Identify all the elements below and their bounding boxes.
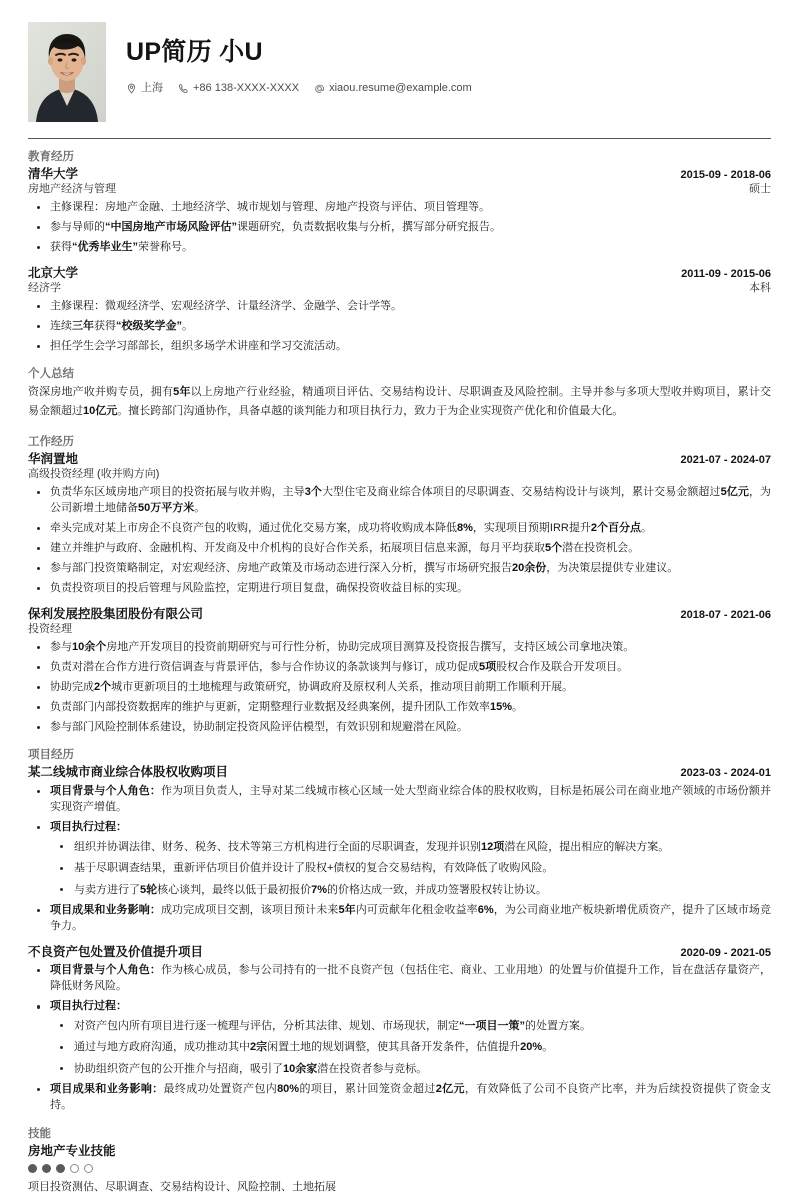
sub-list-item: 基于尽职调查结果，重新评估项目价值并设计了股权+债权的复合交易结构，有效降低了收购风险。	[50, 860, 771, 877]
entry-org: 北京大学	[28, 265, 79, 280]
entry-bullets	[28, 199, 771, 256]
skill-level-dots	[28, 1164, 771, 1173]
section-projects	[28, 748, 771, 1114]
entry-bullets	[28, 639, 771, 736]
entry-head	[28, 764, 771, 780]
summary-text: 资深房地产收并购专员，拥有5年以上房地产行业经验，精通项目评估、交易结构设计、尽职调查及风险控制。主导并参与多项大型收并购项目，累计交易金额超过10亿元。擅长跨部门沟通协作，具备卓越的谈判能力和项目执行力，致力于为企业实现资产优化和价值最大化。	[28, 386, 772, 418]
list-item: 参与部门风险控制体系建设，协助制定投资风险评估模型，有效识别和规避潜在风险。	[28, 719, 771, 736]
skill-dot-filled	[42, 1164, 51, 1173]
section-title-work: 工作经历	[28, 435, 74, 448]
sub-bullets	[50, 1018, 771, 1078]
block-label: 项目执行过程：	[50, 821, 127, 834]
sub-bullets	[50, 839, 771, 899]
entry-date: 2023-03 - 2024-01	[680, 767, 771, 780]
list-item: 建立并维护与政府、金融机构、开发商及中介机构的良好合作关系，拓展项目信息来源，每月平均获取5个潜在投资机会。	[28, 540, 771, 557]
entry-date: 2020-09 - 2021-05	[680, 946, 771, 959]
section-title-skills: 技能	[28, 1127, 51, 1140]
list-item: 获得“优秀毕业生”荣誉称号。	[28, 239, 771, 256]
list-item: 负责部门内部投资数据库的维护与更新，定期整理行业数据及经典案例，提升团队工作效率15%。	[28, 699, 771, 716]
block-text: 作为核心成员，参与公司持有的一批不良资产包（包括住宅、商业、工业用地）的处置与价值提升工作，旨在盘活存量资产，降低财务风险。	[50, 963, 771, 993]
header-divider	[28, 138, 771, 139]
list-item: 负责华东区域房地产项目的投资拓展与收并购，主导3个大型住宅及商业综合体项目的尽职调查、交易结构设计与谈判，累计交易金额超过5亿元，为公司新增土地储备50万平方米。	[28, 484, 771, 517]
sub-list-item: 对资产包内所有项目进行逐一梳理与评估，分析其法律、规划、市场现状，制定“一项目一策”的处置方案。	[50, 1018, 771, 1035]
block-label: 项目成果和业务影响：	[50, 903, 161, 916]
entry-org: 不良资产包处置及价值提升项目	[28, 944, 204, 959]
skill-list-text: 项目投资测估、尽职调查、交易结构设计、风险控制、土地拓展	[28, 1181, 336, 1194]
list-item: 协助完成2个城市更新项目的土地梳理与政策研究，协调政府及原权利人关系，推动项目前期工作顺利开展。	[28, 679, 771, 696]
project-entry	[28, 944, 771, 1114]
contact-email	[314, 81, 472, 97]
entry-head	[28, 166, 771, 182]
entry-head	[28, 265, 771, 281]
entry-org: 保利发展控股集团股份有限公司	[28, 606, 204, 621]
block-text: 作为项目负责人，主导对某二线城市核心区域一处大型商业综合体的股权收购，目标是拓展公司在商业地产领域的市场份额并实现资产增值。	[50, 784, 771, 814]
section-title-projects: 项目经历	[28, 749, 74, 762]
entry-sub	[28, 622, 771, 637]
location-pin-icon	[126, 83, 137, 94]
list-item: 负责对潜在合作方进行资信调查与背景评估，参与合作协议的条款谈判与修订，成功促成5项股权合作及联合开发项目。	[28, 659, 771, 676]
entry-bullets	[28, 298, 771, 355]
entry-bullets	[28, 484, 771, 597]
list-item	[28, 783, 771, 816]
page-title: UP简历 小U	[126, 38, 263, 66]
block-label: 项目背景与个人角色：	[50, 784, 161, 797]
list-item: 参与10余个房地产开发项目的投资前期研究与可行性分析，协助完成项目测算及投资报告撰写，支持区域公司拿地决策。	[28, 639, 771, 656]
skill-dot-filled	[28, 1164, 37, 1173]
project-entry	[28, 764, 771, 934]
entry-meta: 本科	[749, 281, 771, 294]
list-item: 担任学生会学习部部长，组织多场学术讲座和学习交流活动。	[28, 338, 771, 355]
sub-list-item: 组织并协调法律、财务、税务、技术等第三方机构进行全面的尽职调查，发现并识别12项潜在风险，提出相应的解决方案。	[50, 839, 771, 856]
sub-list-item: 协助组织资产包的公开推介与招商，吸引了10余家潜在投资者参与竞标。	[50, 1061, 771, 1078]
email-at-icon	[314, 83, 325, 94]
entry-head	[28, 451, 771, 467]
section-title-education: 教育经历	[28, 151, 74, 163]
contact-location	[126, 81, 163, 97]
block-text: 成功完成项目交割，该项目预计未来5年内可贡献年化租金收益率6%，为公司商业地产板块新增优质资产，提升了区域市场竞争力。	[50, 903, 772, 933]
entry-head	[28, 944, 771, 960]
list-item: 参与导师的“中国房地产市场风险评估”课题研究，负责数据收集与分析，撰写部分研究报告。	[28, 219, 771, 236]
list-item: 参与部门投资策略制定，对宏观经济、房地产政策及市场动态进行深入分析，撰写市场研究报告20余份，为决策层提供专业建议。	[28, 560, 771, 577]
skill-dot-filled	[56, 1164, 65, 1173]
entry-date: 2011-09 - 2015-06	[681, 267, 771, 280]
list-item: 连续三年获得“校级奖学金”。	[28, 318, 771, 335]
list-item	[28, 902, 771, 935]
entry-date: 2021-07 - 2024-07	[680, 453, 771, 466]
contact-row	[126, 81, 771, 97]
list-item: 负责投资项目的投后管理与风险监控，定期进行项目复盘，确保投资收益目标的实现。	[28, 580, 771, 597]
list-item	[28, 998, 771, 1077]
contact-location-text: 上海	[141, 81, 163, 94]
entry-role: 投资经理	[28, 623, 72, 636]
entry-sub	[28, 281, 771, 296]
block-label: 项目成果和业务影响：	[50, 1082, 164, 1095]
skill-dot-empty	[84, 1164, 93, 1173]
contact-email-text: xiaou.resume@example.com	[329, 81, 472, 94]
work-entry	[28, 606, 771, 736]
section-summary	[28, 367, 771, 421]
entry-meta: 硕士	[749, 183, 771, 196]
entry-org: 某二线城市商业综合体股权收购项目	[28, 765, 229, 780]
contact-phone	[178, 81, 299, 97]
education-entry	[28, 265, 771, 355]
block-text: 最终成功处置资产包内80%的项目，累计回笼资金超过2亿元，有效降低了公司不良资产比率，并为后续投资提供了资金支持。	[50, 1082, 772, 1112]
resume-header	[28, 22, 771, 138]
entry-date: 2015-09 - 2018-06	[680, 168, 771, 181]
entry-head	[28, 606, 771, 622]
entry-date: 2018-07 - 2021-06	[680, 608, 771, 621]
entry-sub	[28, 467, 771, 482]
sub-list-item: 通过与地方政府沟通，成功推动其中2宗闲置土地的规划调整，使其具备开发条件，估值提升20%。	[50, 1039, 771, 1056]
sub-list-item: 与卖方进行了5轮核心谈判，最终以低于最初报价7%的价格达成一致，并成功签署股权转让协议。	[50, 882, 771, 899]
entry-bullets	[28, 962, 771, 1114]
work-entry	[28, 451, 771, 597]
skill-group-name: 房地产专业技能	[28, 1143, 116, 1158]
contact-phone-text: +86 138-XXXX-XXXX	[193, 81, 300, 94]
list-item	[28, 1081, 771, 1114]
section-education	[28, 150, 771, 354]
identity-block	[126, 22, 771, 97]
list-item	[28, 819, 771, 898]
entry-org: 华润置地	[28, 451, 79, 466]
list-item: 主修课程：微观经济学、宏观经济学、计量经济学、金融学、会计学等。	[28, 298, 771, 315]
entry-role: 高级投资经理 (收并购方向)	[28, 467, 160, 480]
avatar	[28, 22, 106, 122]
block-label: 项目背景与个人角色：	[50, 963, 161, 976]
list-item: 主修课程：房地产金融、土地经济学、城市规划与管理、房地产投资与评估、项目管理等。	[28, 199, 771, 216]
list-item: 牵头完成对某上市房企不良资产包的收购，通过优化交易方案，成功将收购成本降低8%，实现项目预期IRR提升2个百分点。	[28, 520, 771, 537]
education-entry	[28, 166, 771, 256]
phone-icon	[178, 83, 189, 94]
skill-group	[28, 1143, 771, 1196]
section-work	[28, 435, 771, 736]
entry-bullets	[28, 783, 771, 935]
block-label: 项目执行过程：	[50, 1000, 127, 1013]
section-skills	[28, 1127, 771, 1196]
entry-role: 经济学	[28, 281, 61, 294]
skill-dot-empty	[70, 1164, 79, 1173]
section-title-summary: 个人总结	[28, 368, 74, 381]
entry-org: 清华大学	[28, 166, 79, 181]
list-item	[28, 962, 771, 995]
entry-sub	[28, 182, 771, 197]
entry-role: 房地产经济与管理	[28, 183, 116, 196]
